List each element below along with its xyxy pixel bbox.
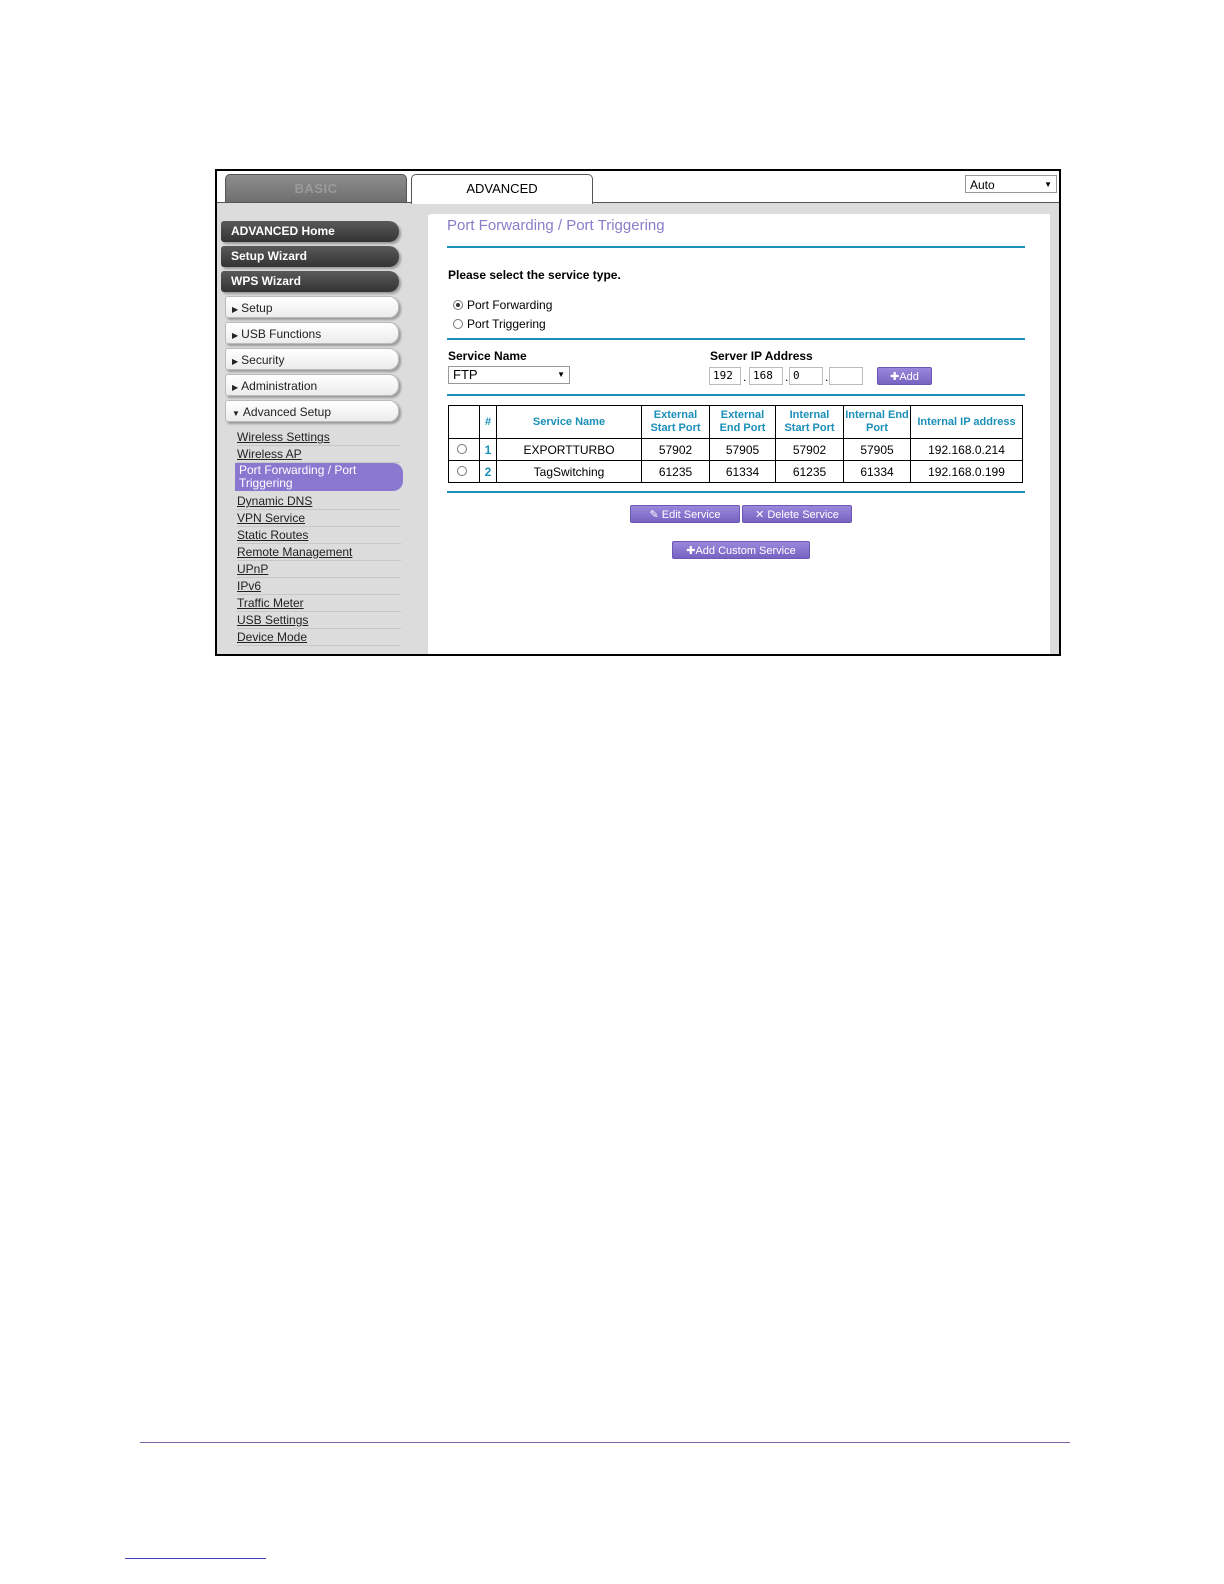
row-internal-end-port: 61334 [844, 461, 911, 483]
content-border [1050, 214, 1061, 656]
service-type-prompt: Please select the service type. [448, 268, 621, 282]
sidebar-item-vpn-service[interactable]: VPN Service [237, 510, 401, 527]
edit-service-button[interactable] [630, 505, 740, 523]
server-ip-label: Server IP Address [710, 349, 813, 363]
sidebar-item-wireless-ap[interactable]: Wireless AP [237, 446, 401, 463]
nav-wps-wizard[interactable]: WPS Wizard [221, 271, 399, 292]
ip-separator: . [785, 370, 789, 384]
sidebar-item-traffic-meter[interactable]: Traffic Meter [237, 595, 401, 612]
column-header-number: # [480, 406, 497, 439]
column-header-internal-start-port: Internal Start Port [776, 406, 844, 439]
row-external-start-port: 57902 [642, 439, 710, 461]
column-header-service-name: Service Name [497, 406, 642, 439]
ip-octet-2-input[interactable]: 168 [749, 367, 783, 385]
sidebar-item-usb-settings[interactable]: USB Settings [237, 612, 401, 629]
column-header-external-end-port: External End Port [710, 406, 776, 439]
service-name-value: FTP [453, 367, 478, 382]
add-button[interactable] [877, 367, 932, 385]
column-header-internal-ip: Internal IP address [911, 406, 1023, 439]
page-title: Port Forwarding / Port Triggering [447, 217, 665, 234]
sidebar-item-wireless-settings[interactable]: Wireless Settings [237, 429, 401, 446]
sidebar-item-port-forwarding[interactable]: Port Forwarding / Port Triggering [235, 463, 403, 491]
nav-setup-wizard[interactable]: Setup Wizard [221, 246, 399, 267]
service-name-label: Service Name [448, 349, 527, 363]
service-name-select[interactable] [448, 366, 570, 384]
language-select-value: Auto [970, 178, 995, 192]
expand-arrow-icon: ▶ [232, 305, 239, 314]
table-header-row [449, 406, 1023, 439]
nav-section-usb-functions[interactable] [225, 322, 399, 344]
row-radio[interactable] [457, 444, 467, 454]
divider [447, 246, 1025, 248]
delete-service-label: Delete Service [767, 509, 839, 521]
nav-section-label: Administration [241, 379, 318, 393]
radio-unselected-icon[interactable] [453, 319, 463, 329]
main-content [430, 214, 1050, 656]
edit-service-label: Edit Service [661, 509, 721, 521]
plus-icon: ✚ [686, 545, 696, 557]
nav-section-security[interactable] [225, 348, 399, 370]
row-number: 2 [480, 461, 497, 483]
ip-separator: . [743, 370, 747, 384]
row-external-end-port: 61334 [710, 461, 776, 483]
radio-port-triggering[interactable] [453, 317, 546, 331]
row-internal-start-port: 61235 [776, 461, 844, 483]
router-admin-window [215, 169, 1061, 656]
nav-section-setup[interactable] [225, 296, 399, 318]
nav-section-label: USB Functions [241, 327, 322, 341]
sidebar-item-static-routes[interactable]: Static Routes [237, 527, 401, 544]
chevron-down-icon: ▼ [1044, 180, 1052, 189]
nav-section-label: Setup [241, 301, 273, 315]
tab-advanced[interactable]: ADVANCED [411, 174, 593, 204]
close-icon: ✕ [755, 509, 765, 521]
nav-section-label: Security [241, 353, 285, 367]
sidebar-item-ipv6[interactable]: IPv6 [237, 578, 401, 595]
row-number: 1 [480, 439, 497, 461]
row-service-name: EXPORTTURBO [497, 439, 642, 461]
row-internal-ip: 192.168.0.199 [911, 461, 1023, 483]
expand-arrow-icon: ▶ [232, 383, 239, 392]
row-service-name: TagSwitching [497, 461, 642, 483]
radio-label: Port Triggering [467, 317, 546, 331]
sidebar-item-upnp[interactable]: UPnP [237, 561, 401, 578]
table-row [449, 461, 1023, 483]
expand-arrow-icon: ▶ [232, 357, 239, 366]
row-internal-start-port: 57902 [776, 439, 844, 461]
delete-service-button[interactable] [742, 505, 852, 523]
row-external-end-port: 57905 [710, 439, 776, 461]
divider [447, 491, 1025, 493]
sidebar-item-device-mode[interactable]: Device Mode [237, 629, 401, 646]
nav-advanced-home[interactable]: ADVANCED Home [221, 221, 399, 242]
pencil-icon: ✎ [649, 509, 659, 521]
column-header-select [449, 406, 480, 439]
row-internal-ip: 192.168.0.214 [911, 439, 1023, 461]
row-select-cell [449, 439, 480, 461]
port-forwarding-table [448, 405, 1023, 483]
chevron-down-icon: ▼ [557, 370, 565, 379]
ip-octet-1-input[interactable]: 192 [709, 367, 741, 385]
page-footer-rule [140, 1442, 1070, 1443]
table-row [449, 439, 1023, 461]
column-header-external-start-port: External Start Port [642, 406, 710, 439]
sidebar-item-remote-management[interactable]: Remote Management [237, 544, 401, 561]
row-external-start-port: 61235 [642, 461, 710, 483]
tab-basic[interactable]: BASIC [225, 174, 407, 202]
sidebar [217, 214, 428, 656]
collapse-arrow-icon: ▼ [232, 409, 240, 418]
add-button-label: Add [899, 371, 919, 383]
sidebar-item-dynamic-dns[interactable]: Dynamic DNS [237, 493, 401, 510]
radio-selected-icon[interactable] [453, 300, 463, 310]
divider [447, 338, 1025, 340]
nav-section-administration[interactable] [225, 374, 399, 396]
row-select-cell [449, 461, 480, 483]
nav-section-advanced-setup[interactable] [225, 400, 399, 422]
divider [447, 394, 1025, 396]
nav-section-label: Advanced Setup [242, 405, 331, 419]
ip-octet-3-input[interactable]: 0 [789, 367, 823, 385]
tab-bar [217, 171, 1059, 203]
radio-label: Port Forwarding [467, 298, 553, 312]
column-header-internal-end-port: Internal End Port [844, 406, 911, 439]
language-select[interactable] [965, 175, 1057, 193]
radio-port-forwarding[interactable] [453, 298, 552, 312]
row-internal-end-port: 57905 [844, 439, 911, 461]
add-custom-service-label: Add Custom Service [695, 545, 796, 557]
page-footer-link-underline [125, 1558, 266, 1559]
ip-octet-4-input[interactable] [829, 367, 863, 385]
row-radio[interactable] [457, 466, 467, 476]
expand-arrow-icon: ▶ [232, 331, 239, 340]
ip-separator: . [825, 370, 829, 384]
plus-icon: ✚ [890, 371, 900, 383]
add-custom-service-button[interactable] [672, 541, 810, 559]
